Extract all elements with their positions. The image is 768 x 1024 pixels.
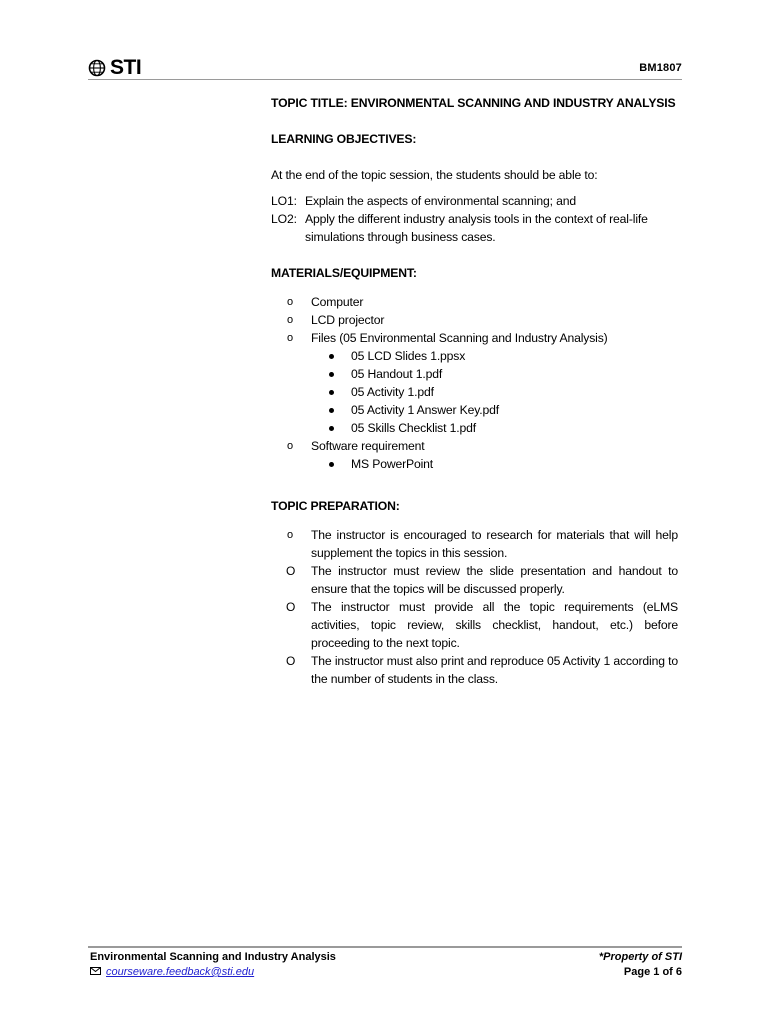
- file-item: 05 Skills Checklist 1.pdf: [351, 421, 476, 435]
- material-item: Files (05 Environmental Scanning and Industry Analysis): [311, 331, 608, 345]
- objective-text: Apply the different industry analysis tools in the context of real-life simulations through business cases.: [305, 212, 648, 244]
- file-item: 05 LCD Slides 1.ppsx: [351, 349, 466, 363]
- list-item: O The instructor must review the slide presentation and handout to ensure that the topics will be discussed properly.: [286, 564, 678, 596]
- page-number: Page 1 of 6: [623, 966, 682, 978]
- preparation-item: The instructor must review the slide presentation and handout to ensure that the topics will be discussed properly.: [311, 564, 678, 596]
- objective-label: LO2:: [271, 212, 297, 226]
- footer-divider: [88, 946, 682, 948]
- list-item: o Software requirement MS PowerPoint: [271, 437, 678, 473]
- envelope-icon: [90, 965, 101, 980]
- objective-item-1: [271, 192, 678, 210]
- property-notice: *Property of STI: [598, 951, 682, 963]
- materials-list: [271, 293, 678, 473]
- preparation-heading: TOPIC PREPARATION:: [271, 499, 400, 513]
- footer-right: [599, 950, 682, 980]
- preparation-list: [271, 526, 678, 688]
- topic-title: TOPIC TITLE: ENVIRONMENTAL SCANNING AND INDUSTRY ANALYSIS: [271, 96, 676, 110]
- material-item: LCD projector: [311, 313, 385, 327]
- learning-objectives-heading: LEARNING OBJECTIVES:: [271, 132, 417, 146]
- preparation-item: The instructor must provide all the topic requirements (eLMS activities, topic review, skills checklist, handout, etc.) before proceeding to the next topic.: [311, 600, 678, 650]
- list-item: o LCD projector: [287, 313, 385, 327]
- materials-heading: MATERIALS/EQUIPMENT:: [271, 266, 417, 280]
- material-item: Computer: [311, 295, 364, 309]
- document-code: BM1807: [639, 62, 682, 74]
- list-item: [311, 347, 678, 365]
- list-item: [311, 383, 678, 401]
- objective-text: Explain the aspects of environmental scanning; and: [305, 194, 576, 208]
- list-item: o The instructor is encouraged to research for materials that will help supplement the topics in this session.: [287, 528, 678, 560]
- software-item: MS PowerPoint: [351, 457, 434, 471]
- feedback-email-link[interactable]: courseware.feedback@sti.edu: [106, 966, 255, 978]
- list-item: O The instructor must provide all the topic requirements (eLMS activities, topic review, skills checklist, handout, etc.) before proceeding to the next topic.: [286, 600, 678, 650]
- list-item: [311, 365, 678, 383]
- file-item: 05 Handout 1.pdf: [351, 367, 443, 381]
- list-item: [311, 419, 678, 437]
- list-item: [311, 401, 678, 419]
- preparation-item: The instructor is encouraged to research for materials that will help supplement the topics in this session.: [311, 528, 678, 560]
- header-divider: [88, 79, 682, 80]
- files-list: [311, 347, 678, 437]
- preparation-item: The instructor must also print and reproduce 05 Activity 1 according to the number of students in the class.: [311, 654, 678, 686]
- list-item: o Computer: [287, 295, 364, 309]
- software-list: [311, 455, 678, 473]
- list-item: O The instructor must also print and reproduce 05 Activity 1 according to the number of students in the class.: [286, 654, 678, 686]
- footer-left: [90, 950, 336, 980]
- logo-text: STI: [110, 56, 142, 79]
- list-item: [311, 455, 678, 473]
- objective-label: LO1:: [271, 194, 297, 208]
- software-label: Software requirement: [311, 439, 425, 453]
- file-item: 05 Activity 1.pdf: [351, 385, 434, 399]
- document-body: [271, 94, 678, 688]
- file-item: 05 Activity 1 Answer Key.pdf: [351, 403, 499, 417]
- list-item: o Files (05 Environmental Scanning and Industry Analysis) 05 LCD Slides 1.ppsx 05 Handout 1.pdf 05 Activity 1.pdf 05 Activity 1 Answer Key.pdf 05 Skills Checklist 1.pdf: [271, 329, 678, 437]
- footer-title: Environmental Scanning and Industry Analysis: [90, 951, 336, 963]
- objectives-intro: At the end of the topic session, the students should be able to:: [271, 168, 598, 182]
- objective-item-2: [271, 210, 678, 246]
- footer-email-row: [90, 965, 336, 980]
